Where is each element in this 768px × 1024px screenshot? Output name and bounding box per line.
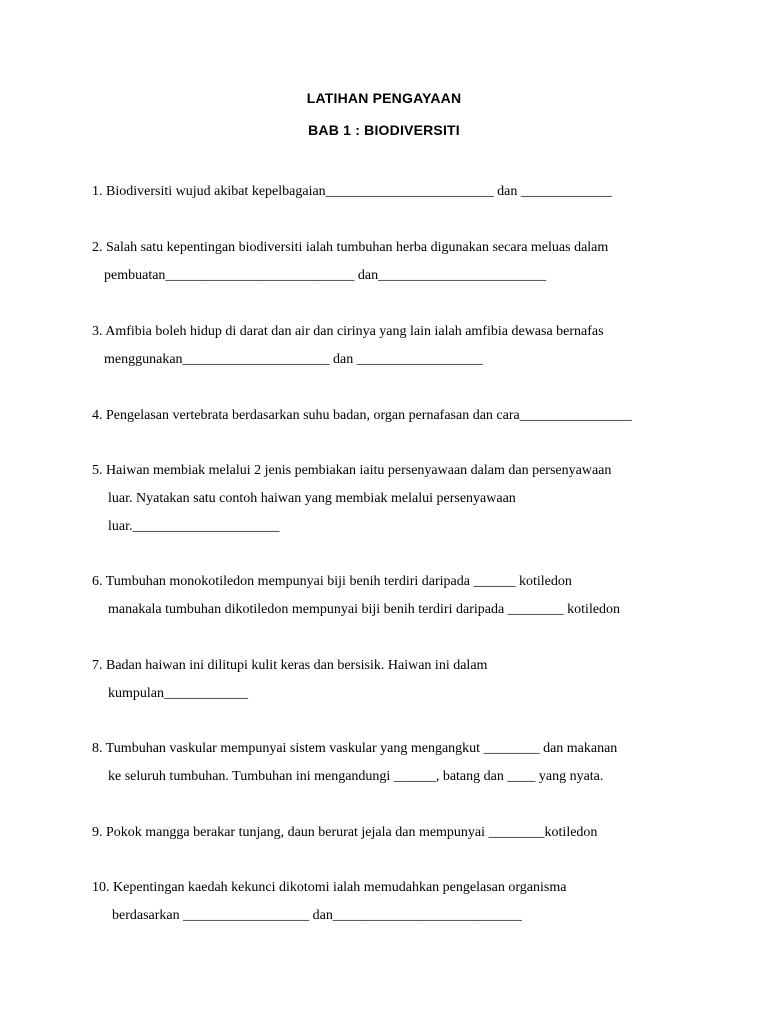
question-line: 4. Pengelasan vertebrata berdasarkan suhu badan, organ pernafasan dan cara________________ [92,408,632,423]
question-10 [92,874,732,930]
question-line: 2. Salah satu kepentingan biodiversiti ialah tumbuhan herba digunakan secara meluas dalam [92,240,609,255]
question-line: pembuatan___________________________ dan________________________ [104,268,547,283]
question-6 [92,568,732,624]
question-line: 8. Tumbuhan vaskular mempunyai sistem vaskular yang mengangkut ________ dan makanan [92,741,618,756]
question-line: 9. Pokok mangga berakar tunjang, daun berurat jejala dan mempunyai ________kotiledon [92,825,598,840]
question-line: 7. Badan haiwan ini dilitupi kulit keras dan bersisik. Haiwan ini dalam [92,658,488,673]
question-8 [92,735,732,791]
question-7 [92,652,732,708]
question-line: 1. Biodiversiti wujud akibat kepelbagaian________________________ dan _____________ [92,184,612,199]
question-line: 5. Haiwan membiak melalui 2 jenis pembiakan iaitu persenyawaan dalam dan persenyawaan [92,463,612,478]
question-1 [92,178,732,206]
question-line: ke seluruh tumbuhan. Tumbuhan ini mengandungi ______, batang dan ____ yang nyata. [108,769,604,784]
question-line: 6. Tumbuhan monokotiledon mempunyai biji benih terdiri daripada ______ kotiledon [92,574,572,589]
question-line: menggunakan_____________________ dan __________________ [104,352,483,367]
question-line: luar. Nyatakan satu contoh haiwan yang membiak melalui persenyawaan [108,491,516,506]
question-2 [92,234,732,290]
question-line: manakala tumbuhan dikotiledon mempunyai biji benih terdiri daripada ________ kotiledon [108,602,621,617]
question-9 [92,819,732,847]
chapter-title: BAB 1 : BIODIVERSITI [308,122,460,138]
question-line: luar._____________________ [108,519,280,534]
question-line: 3. Amfibia boleh hidup di darat dan air dan cirinya yang lain ialah amfibia dewasa bernafas [92,324,604,339]
question-line: kumpulan____________ [108,686,248,701]
question-5 [92,457,732,541]
question-4 [92,402,732,430]
question-line: berdasarkan __________________ dan___________________________ [112,908,522,923]
page-title: LATIHAN PENGAYAAN [306,90,462,106]
question-3 [92,318,732,374]
question-line: 10. Kepentingan kaedah kekunci dikotomi ialah memudahkan pengelasan organisma [92,880,567,895]
